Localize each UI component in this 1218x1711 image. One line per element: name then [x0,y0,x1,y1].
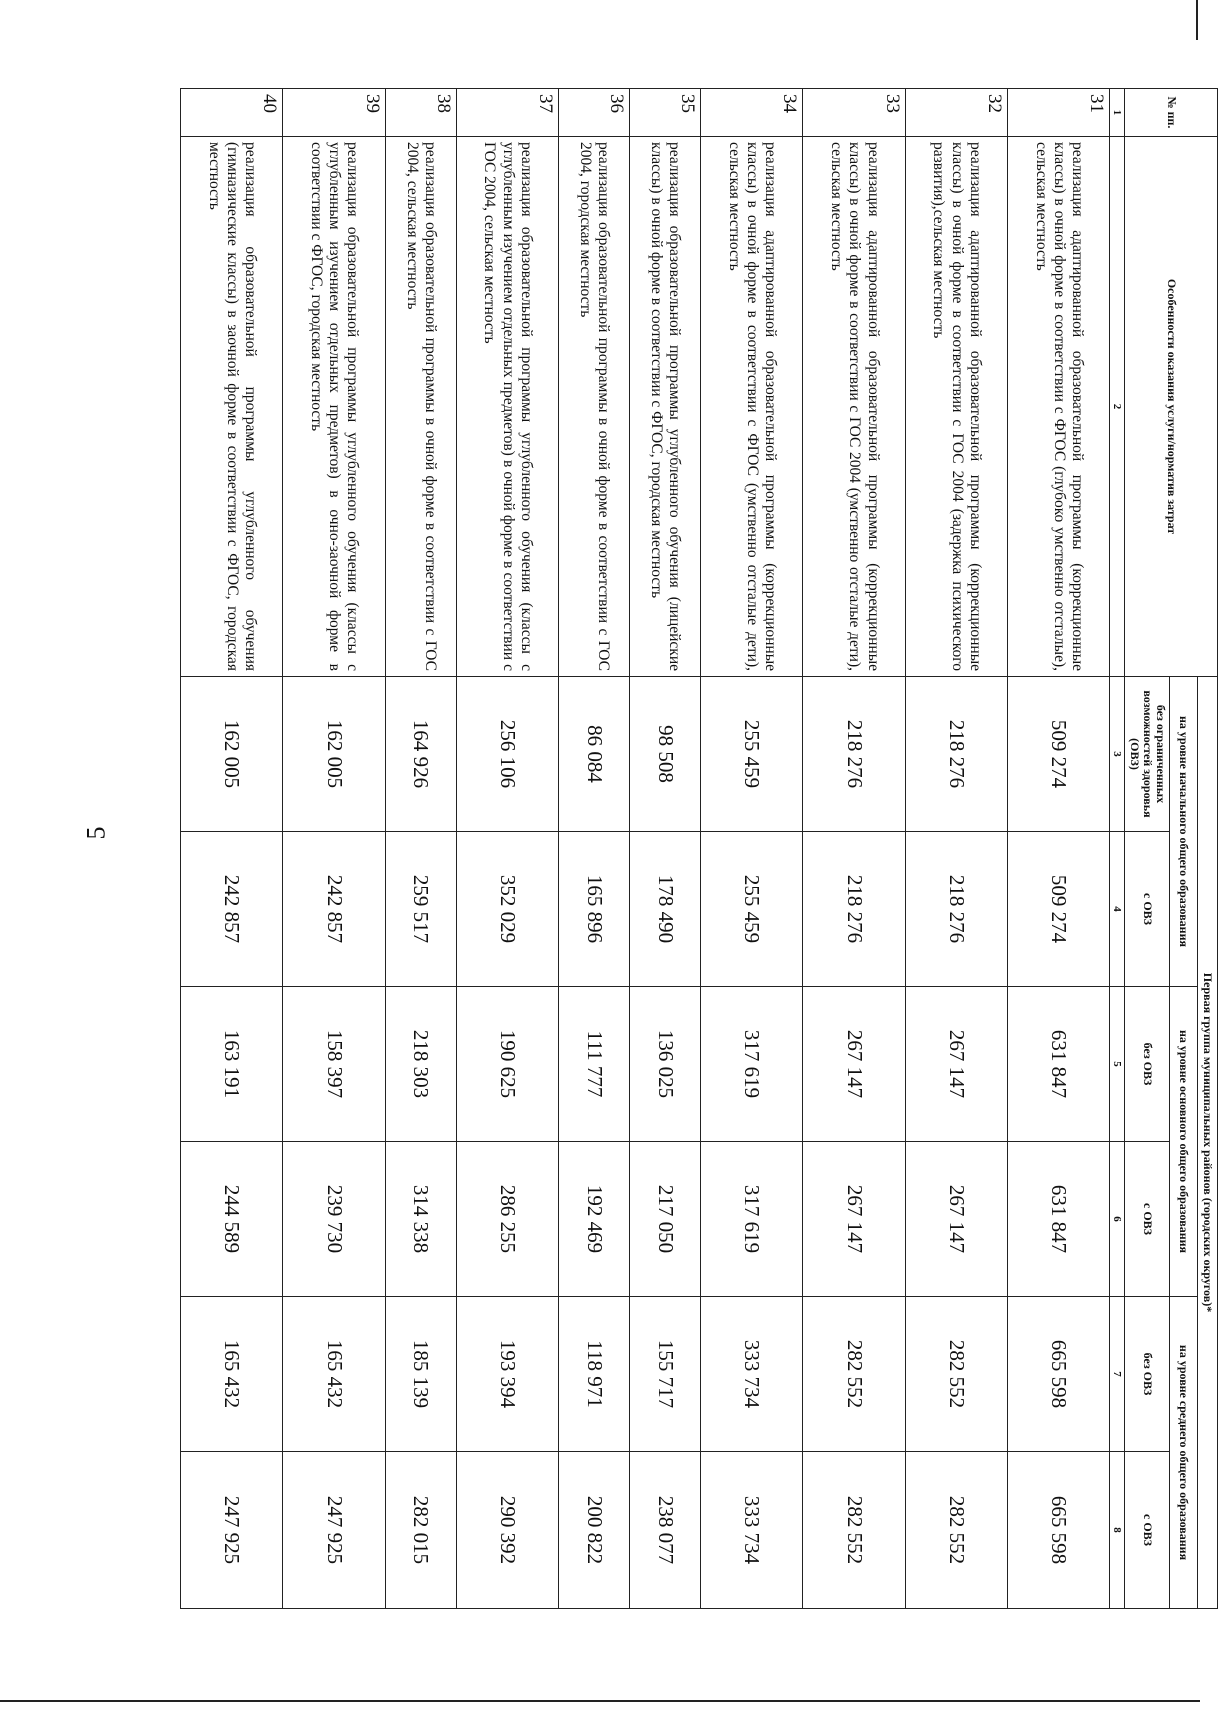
row-number: 32 [905,89,1007,137]
header-level-secondary: на уровне среднего общего образования [1170,1297,1198,1609]
cost-value: 178 490 [630,832,701,987]
cost-value: 665 598 [1008,1452,1110,1609]
cost-value: 218 276 [905,832,1007,987]
cost-value: 164 926 [385,677,456,832]
cost-value: 282 552 [905,1297,1007,1452]
row-number: 36 [559,89,630,137]
cost-value: 218 276 [803,677,905,832]
cost-value: 193 394 [456,1297,558,1452]
cost-value: 267 147 [905,1142,1007,1297]
cost-value: 238 077 [630,1452,701,1609]
cost-value: 282 015 [385,1452,456,1609]
column-index: 2 [1110,137,1125,677]
table-body [181,89,1110,1609]
cost-value: 317 619 [701,1142,803,1297]
row-description: реализация образовательной программы углубленного обучения (классы с углубленным изучением отдельных предметов) в очной форме в соответствии с ГОС 2004, сельская местность [456,137,558,677]
column-index-row [1110,89,1125,1609]
cost-value: 165 432 [181,1297,283,1452]
cost-value: 267 147 [905,987,1007,1142]
table-row [559,89,630,1609]
table-row [181,89,283,1609]
column-index: 3 [1110,677,1125,832]
header-without-ovz: без ограниченных возможностей здоровья (ОВЗ) [1125,677,1170,832]
cost-value: 247 925 [181,1452,283,1609]
table-row [630,89,701,1609]
cost-value: 242 857 [181,832,283,987]
column-index: 6 [1110,1142,1125,1297]
column-index: 4 [1110,832,1125,987]
cost-value: 136 025 [630,987,701,1142]
row-number: 31 [1008,89,1110,137]
row-number: 40 [181,89,283,137]
cost-value: 282 552 [905,1452,1007,1609]
row-description: реализация образовательной программы в очной форме в соответствии с ГОС 2004, городская местность [559,137,630,677]
cost-value: 247 925 [283,1452,385,1609]
table-row [803,89,905,1609]
cost-value: 163 191 [181,987,283,1142]
scan-edge-line [0,1700,1200,1702]
cost-value: 333 734 [701,1297,803,1452]
row-number: 34 [701,89,803,137]
cost-value: 631 847 [1008,1142,1110,1297]
cost-value: 111 777 [559,987,630,1142]
cost-value: 244 589 [181,1142,283,1297]
cost-value: 162 005 [283,677,385,832]
table-row [701,89,803,1609]
column-index: 8 [1110,1452,1125,1609]
cost-value: 333 734 [701,1452,803,1609]
row-number: 38 [385,89,456,137]
page-number: 5 [81,826,111,840]
row-number: 37 [456,89,558,137]
scan-edge-line [1196,0,1198,40]
cost-value: 218 303 [385,987,456,1142]
rotated-table-container [180,88,1218,1608]
cost-value: 155 717 [630,1297,701,1452]
cost-value: 509 274 [1008,677,1110,832]
header-level-basic: на уровне основного общего образования [1170,987,1198,1297]
cost-value: 631 847 [1008,987,1110,1142]
row-description: реализация образовательной программы в очной форме в соответствии с ГОС 2004, сельская местность [385,137,456,677]
header-with-ovz: с ОВЗ [1125,1142,1170,1297]
cost-value: 317 619 [701,987,803,1142]
header-without-ovz: без ОВЗ [1125,1297,1170,1452]
row-number: 39 [283,89,385,137]
cost-value: 165 432 [283,1297,385,1452]
cost-value: 255 459 [701,832,803,987]
cost-norms-table [180,88,1218,1609]
cost-value: 239 730 [283,1142,385,1297]
cost-value: 242 857 [283,832,385,987]
cost-value: 509 274 [1008,832,1110,987]
cost-value: 185 139 [385,1297,456,1452]
cost-value: 665 598 [1008,1297,1110,1452]
column-index: 1 [1110,89,1125,137]
cost-value: 200 822 [559,1452,630,1609]
cost-value: 267 147 [803,987,905,1142]
cost-value: 218 276 [905,677,1007,832]
cost-value: 314 338 [385,1142,456,1297]
cost-value: 158 397 [283,987,385,1142]
row-description: реализация адаптированной образовательной программы (коррекционные классы) в очной форме в соответствии с ГОС 2004 (умственно отсталые дети), сельская местность [803,137,905,677]
cost-value: 162 005 [181,677,283,832]
cost-value: 267 147 [803,1142,905,1297]
row-description: реализация образовательной программы углубленного обучения (лицейские классы) в очной форме в соответствии с ФГОС, городская местность [630,137,701,677]
table-row [456,89,558,1609]
table-row [283,89,385,1609]
header-level-primary: на уровне начального общего образования [1170,677,1198,987]
header-with-ovz: с ОВЗ [1125,1452,1170,1609]
row-description: реализация адаптированной образовательной программы (коррекционные классы) в очной форме в соответствии с ФГОС (глубоко умственно отсталые), сельская местность [1008,137,1110,677]
cost-value: 86 084 [559,677,630,832]
cost-value: 118 971 [559,1297,630,1452]
column-index: 7 [1110,1297,1125,1452]
cost-value: 218 276 [803,832,905,987]
header-description: Особенности оказания услуги/норматив затрат [1125,137,1218,677]
row-description: реализация образовательной программы углубленного обучения (классы с углубленным изучением отдельных предметов) в очно-заочной форме в соответствии с ФГОС, городская местность [283,137,385,677]
cost-value: 282 552 [803,1297,905,1452]
header-number: № пп. [1125,89,1218,137]
cost-value: 282 552 [803,1452,905,1609]
row-description: реализация адаптированной образовательной программы (коррекционные классы) в очной форме в соответствии с ГОС 2004 (задержка психического развития),сельская местность [905,137,1007,677]
cost-value: 192 469 [559,1142,630,1297]
table-row [1008,89,1110,1609]
cost-value: 190 625 [456,987,558,1142]
header-group: Первая группа муниципальных районов (городских округов)* [1198,677,1218,1609]
cost-value: 165 896 [559,832,630,987]
row-number: 35 [630,89,701,137]
cost-value: 256 106 [456,677,558,832]
cost-value: 217 050 [630,1142,701,1297]
cost-value: 259 517 [385,832,456,987]
row-description: реализация адаптированной образовательной программы (коррекционные классы) в очной форме в соответствии с ФГОС (умственно отсталые дети), сельская местность [701,137,803,677]
cost-value: 98 508 [630,677,701,832]
header-without-ovz: без ОВЗ [1125,987,1170,1142]
row-description: реализация образовательной программы углубленного обучения (гимназические классы) в заочной форме в соответствии с ФГОС, городская местность [181,137,283,677]
header-with-ovz: с ОВЗ [1125,832,1170,987]
cost-value: 286 255 [456,1142,558,1297]
cost-value: 255 459 [701,677,803,832]
table-row [905,89,1007,1609]
column-index: 5 [1110,987,1125,1142]
cost-value: 290 392 [456,1452,558,1609]
table-row [385,89,456,1609]
cost-value: 352 029 [456,832,558,987]
row-number: 33 [803,89,905,137]
